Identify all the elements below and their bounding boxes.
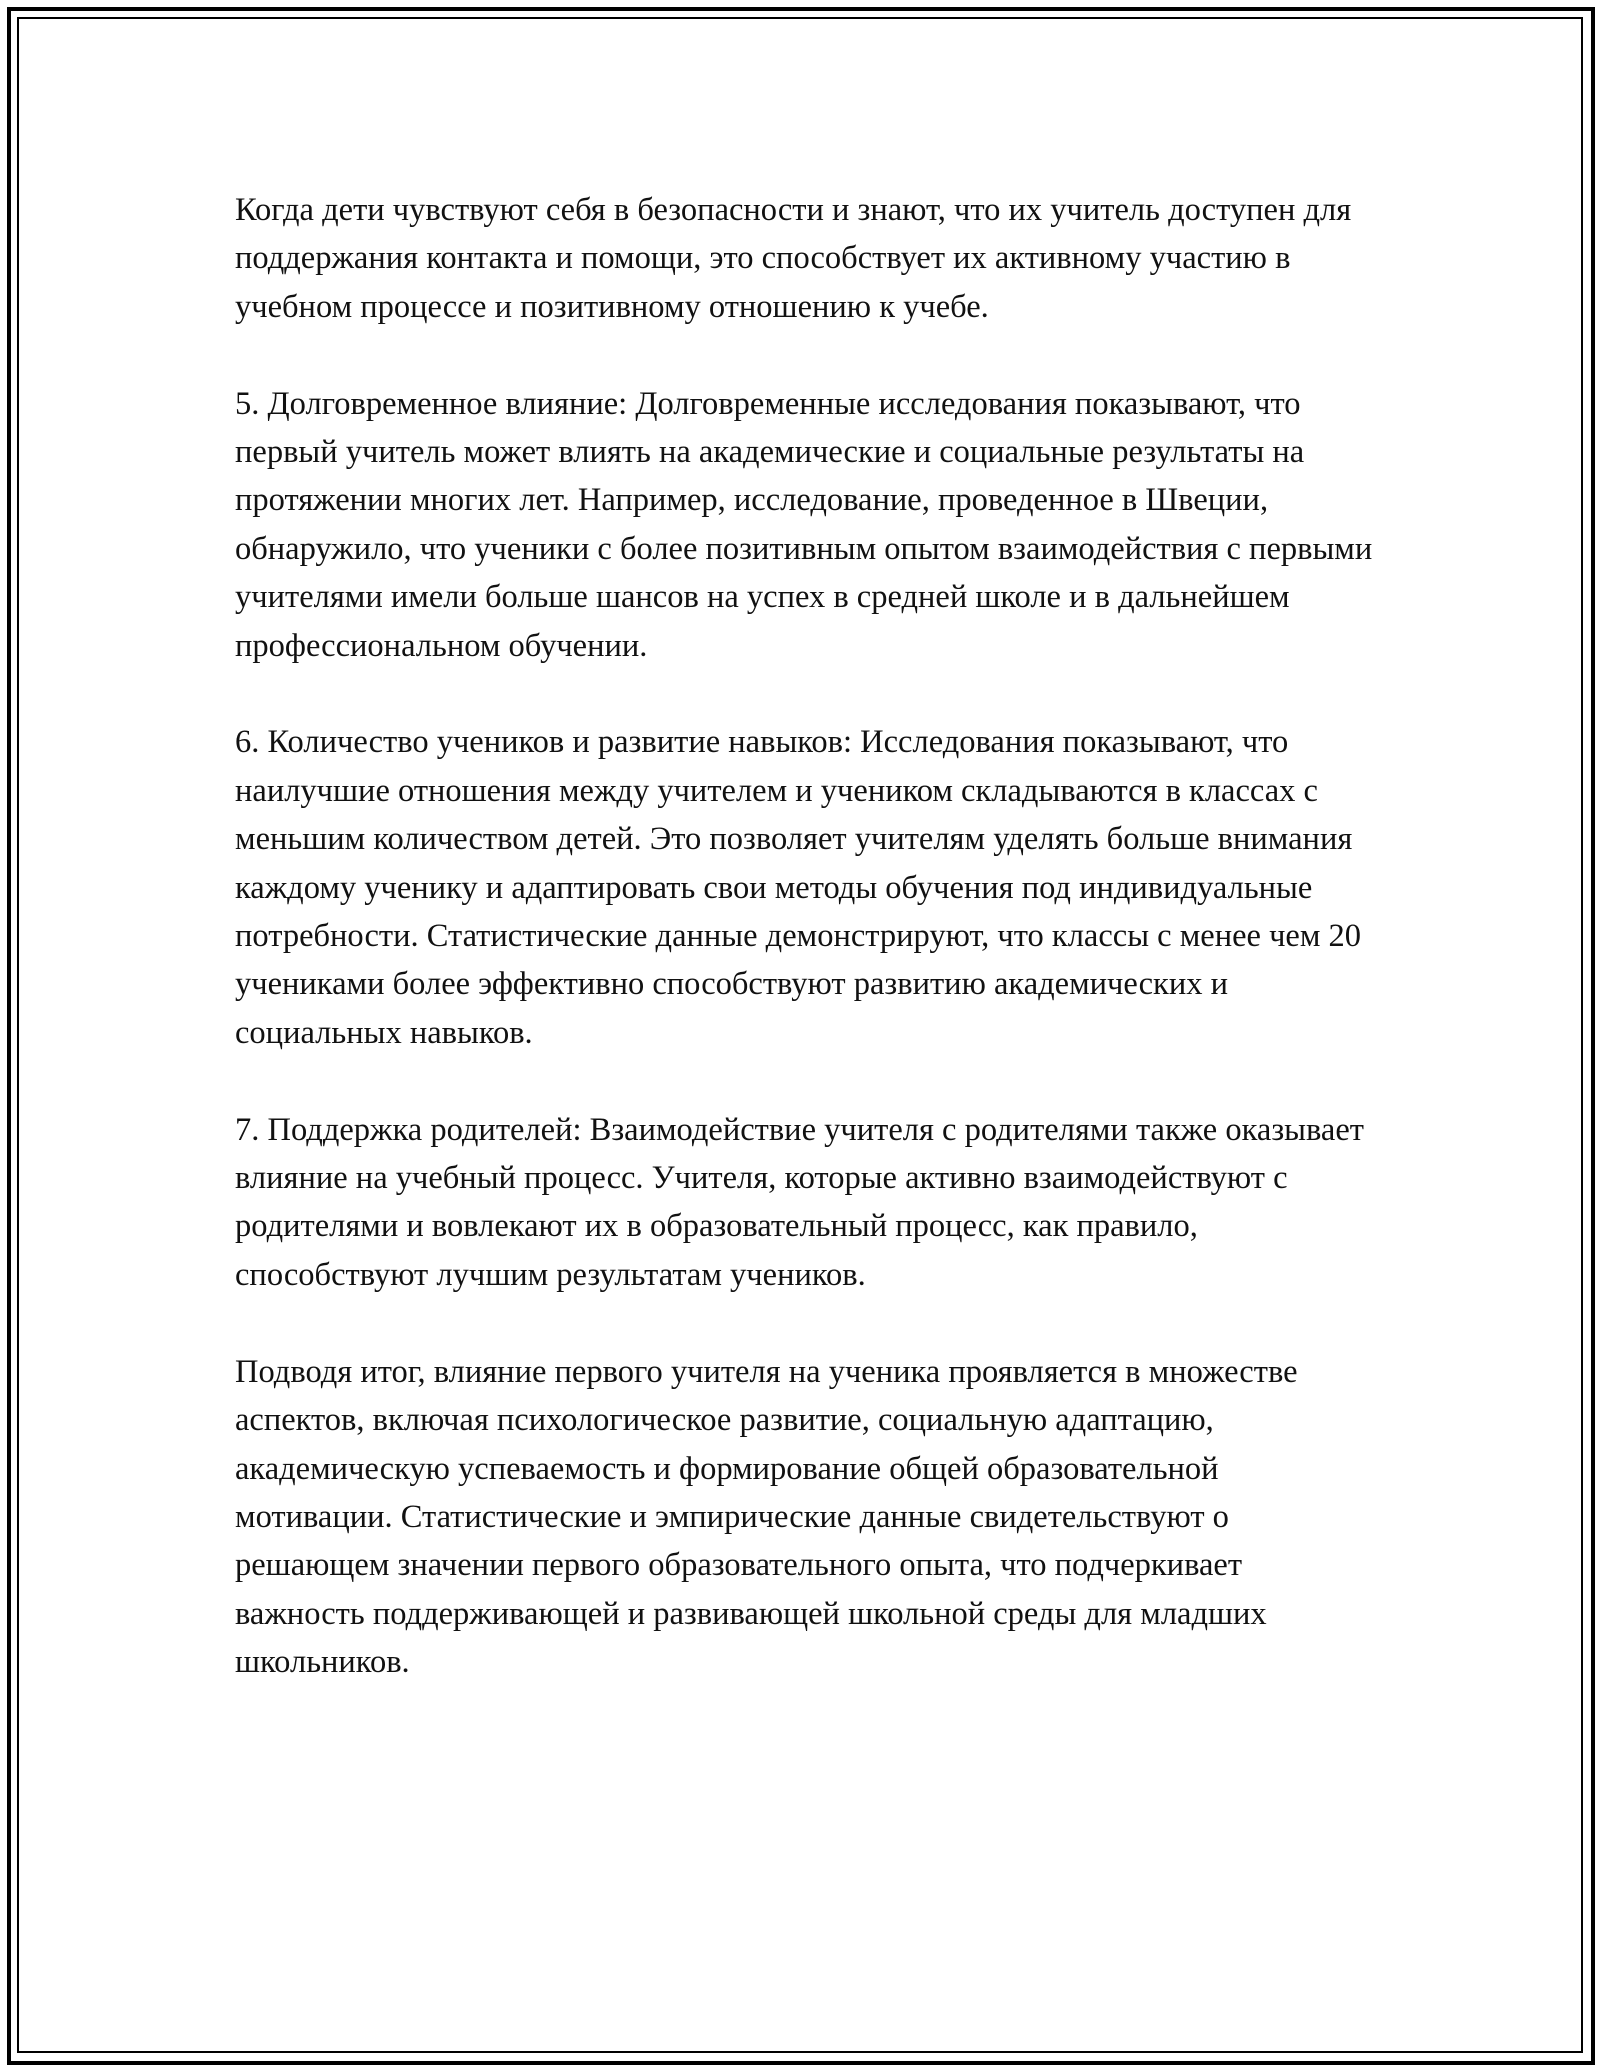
paragraph-conclusion: Подводя итог, влияние первого учителя на ученика проявляется в множестве аспектов, включая психологическое развитие, социальную адаптацию, академическую успеваемость и формирование общей образовательной мотивации. Статистические и эмпирические данные свидетельствуют о решающем значении первого образовательного опыта, что подчеркивает важность поддерживающей и развивающей школьной среды для младших школьников. (235, 1353, 1298, 1681)
paragraph-long-term-influence: 5. Долговременное влияние: Долговременные исследования показывают, что первый учитель может влиять на академические и социальные результаты на протяжении многих лет. Например, исследование, проведенное в Швеции, обнаружило, что ученики с более позитивным опытом взаимодействия с первыми учителями имели больше шансов на успех в средней школе и в дальнейшем профессиональном обучении. (235, 385, 1373, 664)
paragraph-parent-support: 7. Поддержка родителей: Взаимодействие учителя с родителями также оказывает влияние на учебный процесс. Учителя, которые активно взаимодействуют с родителями и вовлекают их в образовательный процесс, как правило, способствуют лучшим результатам учеников. (235, 1111, 1364, 1293)
paragraph-intro: Когда дети чувствуют себя в безопасности и знают, что их учитель доступен для поддержания контакта и помощи, это способствует их активному участию в учебном процессе и позитивному отношению к учебе. (235, 192, 1352, 325)
paragraph-class-size: 6. Количество учеников и развитие навыков: Исследования показывают, что наилучшие отношения между учителем и учеником складываются в классах с меньшим количеством детей. Это позволяет учителям уделять больше внимания каждому ученику и адаптировать свои методы обучения под индивидуальные потребности. Статистические данные демонстрируют, что классы с менее чем 20 учениками более эффективно способствуют развитию академических и социальных навыков. (235, 724, 1362, 1051)
document-body (235, 186, 1375, 1687)
